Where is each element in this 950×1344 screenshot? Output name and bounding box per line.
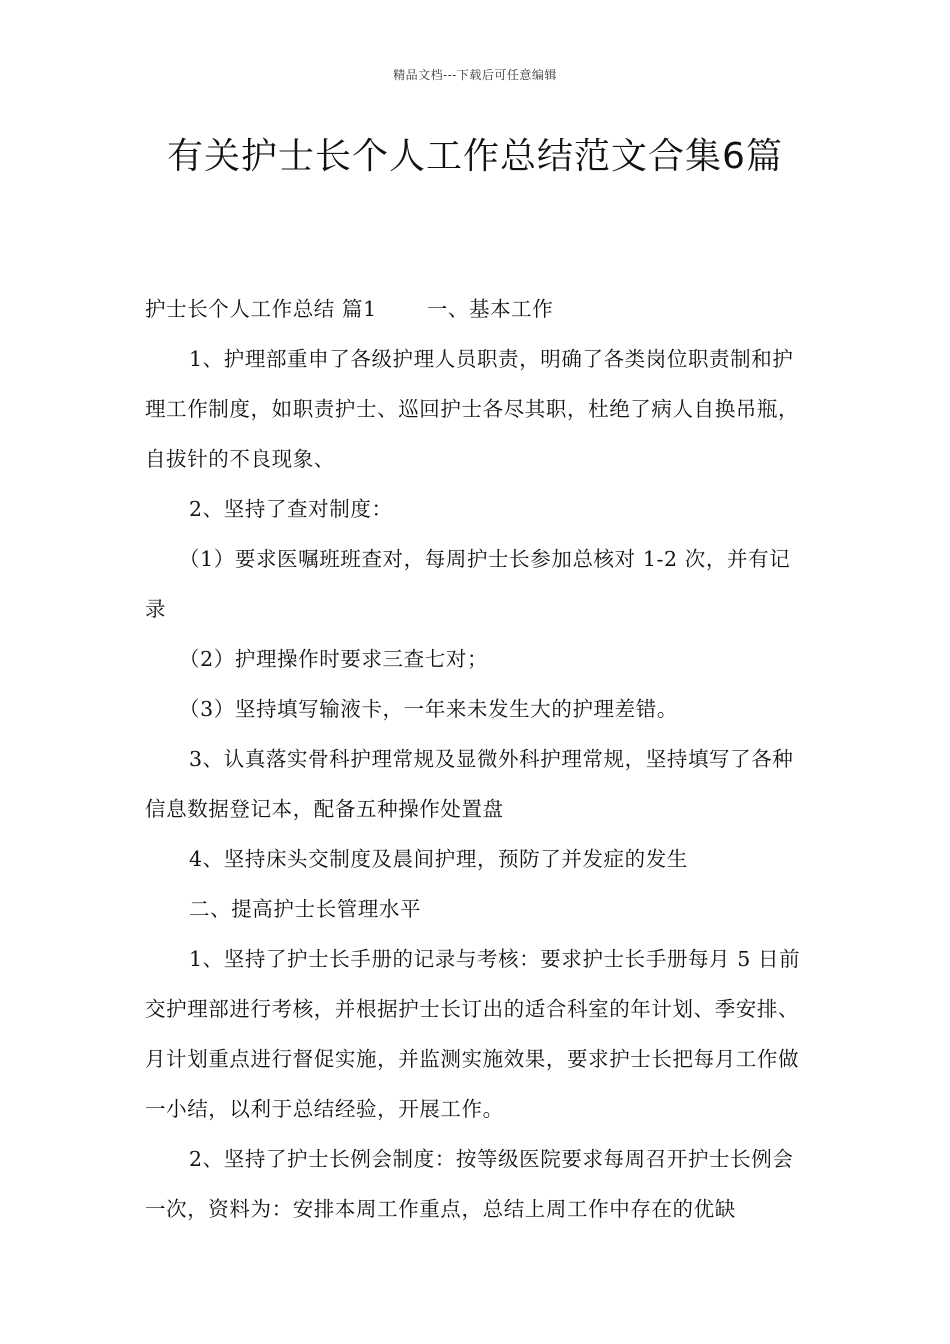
paragraph-7: 4、坚持床头交制度及晨间护理，预防了并发症的发生	[189, 847, 688, 871]
paragraph-4: （2）护理操作时要求三查七对；	[179, 647, 489, 671]
section-heading-part1: 护士长个人工作总结 篇1	[145, 297, 377, 321]
document-title: 有关护士长个人工作总结范文合集6篇	[167, 136, 783, 177]
paragraph-2: 2、坚持了查对制度：	[189, 497, 393, 521]
section-heading-part2: 一、基本工作	[426, 297, 554, 321]
paragraph-8: 二、提高护士长管理水平	[189, 897, 422, 921]
paragraph-3: （1）要求医嘱班班查对，每周护士长参加总核对 1-2 次，并有记录	[145, 547, 791, 621]
paragraph-9: 1、坚持了护士长手册的记录与考核：要求护士长手册每月 5 日前交护理部进行考核，并根据护士长订出的适合科室的年计划、季安排、月计划重点进行督促实施，并监测实施效果，要求护士长把每月工作做一小结，以利于总结经验，开展工作。	[145, 947, 801, 1121]
paragraph-5: （3）坚持填写输液卡，一年来未发生大的护理差错。	[179, 697, 678, 721]
paragraph-1: 1、护理部重申了各级护理人员职责，明确了各类岗位职责制和护理工作制度，如职责护士、巡回护士各尽其职，杜绝了病人自换吊瓶，自拔针的不良现象、	[145, 347, 800, 471]
header-note: 精品文档---下载后可任意编辑	[393, 68, 557, 82]
document-body	[145, 284, 807, 1234]
section-heading	[145, 284, 807, 334]
paragraph-6: 3、认真落实骨科护理常规及显微外科护理常规，坚持填写了各种信息数据登记本，配备五种操作处置盘	[145, 747, 794, 821]
paragraph-10: 2、坚持了护士长例会制度：按等级医院要求每周召开护士长例会一次，资料为：安排本周工作重点，总结上周工作中存在的优缺	[145, 1147, 794, 1221]
